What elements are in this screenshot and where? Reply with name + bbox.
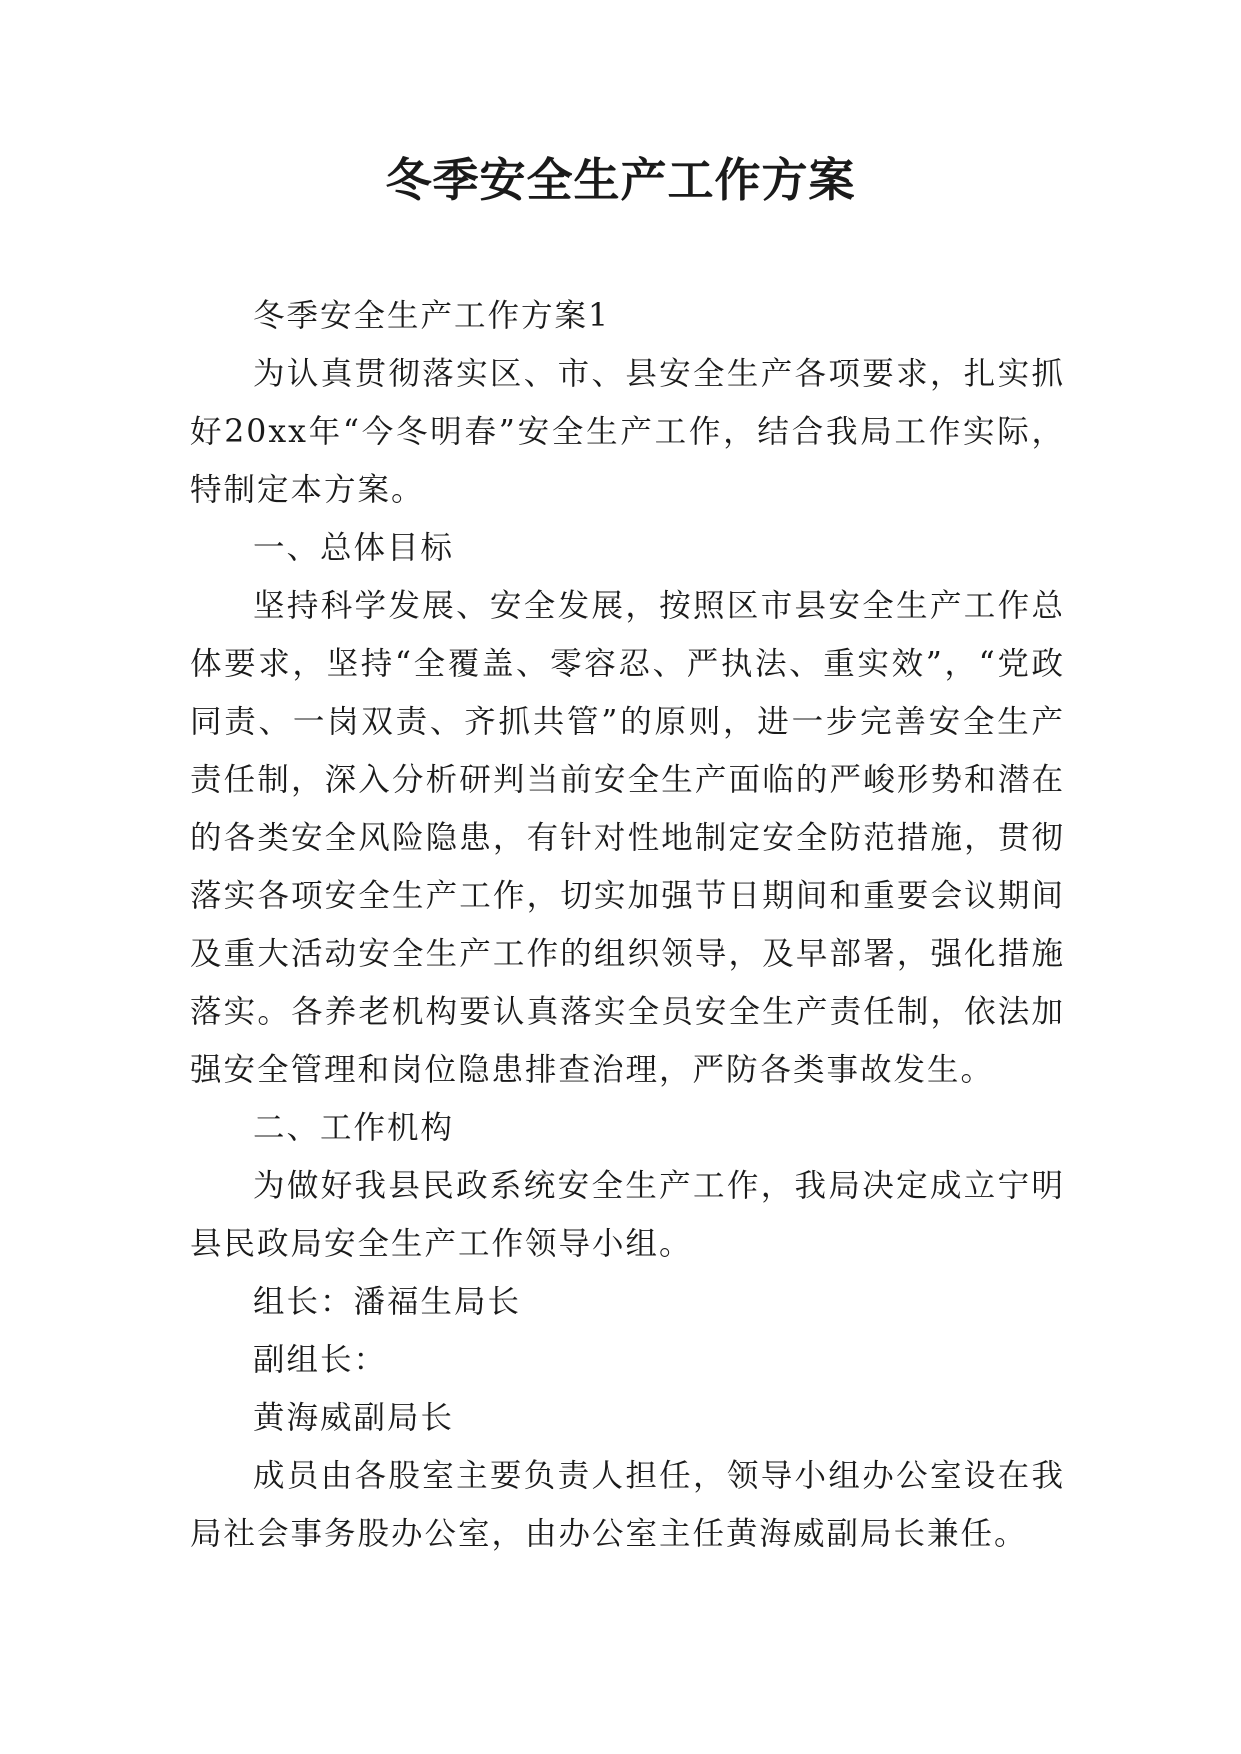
document-body xyxy=(190,287,1065,1563)
paragraph: 组长：潘福生局长 xyxy=(253,1284,522,1320)
section-heading: 一、总体目标 xyxy=(253,530,455,566)
paragraph: 副组长： xyxy=(253,1342,388,1378)
paragraph: 黄海威副局长 xyxy=(253,1400,455,1436)
section-heading: 冬季安全生产工作方案1 xyxy=(253,298,611,334)
paragraph: 为认真贯彻落实区、市、县安全生产各项要求，扎实抓好20xx年“今冬明春”安全生产工作，结合我局工作实际，特制定本方案。 xyxy=(190,356,1065,508)
paragraph: 为做好我县民政系统安全生产工作，我局决定成立宁明县民政局安全生产工作领导小组。 xyxy=(190,1168,1065,1262)
paragraph: 成员由各股室主要负责人担任，领导小组办公室设在我局社会事务股办公室，由办公室主任黄海威副局长兼任。 xyxy=(190,1458,1065,1552)
paragraph: 坚持科学发展、安全发展，按照区市县安全生产工作总体要求，坚持“全覆盖、零容忍、严执法、重实效”，“党政同责、一岗双责、齐抓共管”的原则，进一步完善安全生产责任制，深入分析研判当前安全生产面临的严峻形势和潜在的各类安全风险隐患，有针对性地制定安全防范措施，贯彻落实各项安全生产工作，切实加强节日期间和重要会议期间及重大活动安全生产工作的组织领导，及早部署，强化措施落实。各养老机构要认真落实全员安全生产责任制，依法加强安全管理和岗位隐患排查治理，严防各类事故发生。 xyxy=(190,588,1065,1088)
document-title: 冬季安全生产工作方案 xyxy=(385,153,856,207)
section-heading: 二、工作机构 xyxy=(253,1110,455,1146)
